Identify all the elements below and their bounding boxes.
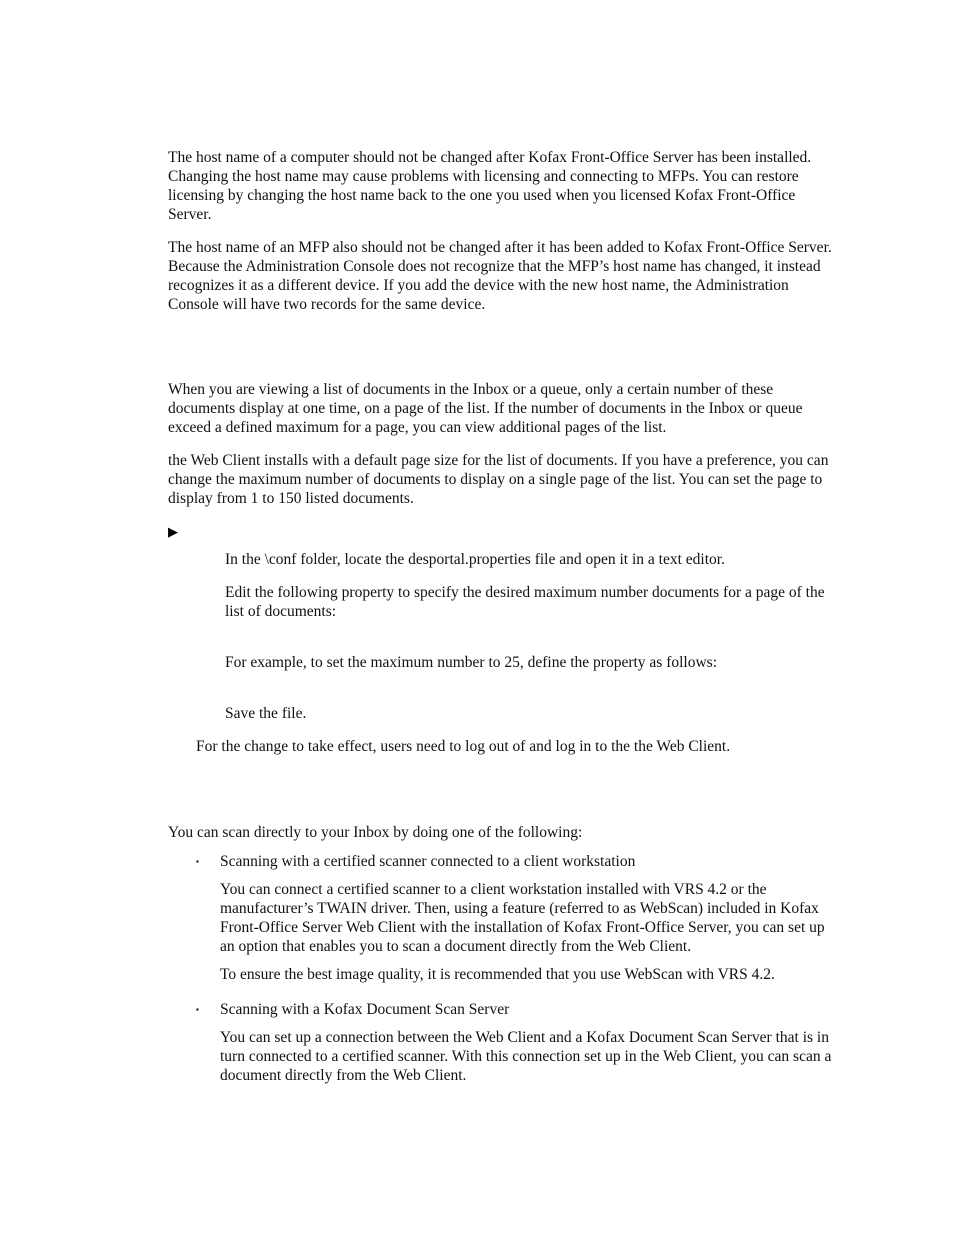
bullet-title-row (196, 1000, 842, 1019)
bullet-title-row (196, 852, 842, 871)
procedure-step-2: Edit the following property to specify the desired maximum number documents for a page of the list of documents: (225, 584, 825, 620)
para-hostname-mfp: The host name of an MFP also should not be changed after it has been added to Kofax Front-Office Server. Because the Administration Console does not recognize that the MFP’s host name has changed, it instead recognizes it as a different device. If you add the device with the new host name, the Administration Console will have two records for the same device. (168, 239, 832, 313)
procedure-step-4: Save the file. (225, 705, 307, 722)
scan-options-list (168, 852, 842, 1085)
procedure-marker (168, 522, 842, 541)
bullet-square-icon: ▪ (196, 1005, 199, 1014)
procedure-step-1: In the \conf folder, locate the desportal.properties file and open it in a text editor. (225, 551, 725, 568)
note-relogin: For the change to take effect, users need to log out of and log in to the the Web Client. (196, 738, 731, 755)
bullet-square-icon: ▪ (196, 857, 199, 866)
procedure-step-3: For example, to set the maximum number to 25, define the property as follows: (225, 654, 718, 671)
list-item (196, 852, 842, 984)
para-scan-intro: You can scan directly to your Inbox by doing one of the following: (168, 824, 583, 841)
bullet-body (220, 1028, 842, 1085)
para-hostname-computer: The host name of a computer should not be changed after Kofax Front-Office Server has been installed. Changing the host name may cause problems with licensing and connecting to MFPs. You can restore licensing by changing the host name back to the one you used when you licensed Kofax Front-Office Server. (168, 149, 812, 223)
para-document-list-paging: When you are viewing a list of documents in the Inbox or a queue, only a certain number of these documents display at one time, on a page of the list. If the number of documents in the Inbox or queue exceed a defined maximum for a page, you can view additional pages of the list. (168, 381, 803, 436)
bullet-paragraph: You can connect a certified scanner to a client workstation installed with VRS 4.2 or the manufacturer’s TWAIN driver. Then, using a feature (referred to as WebScan) included in Kofax Front-Office Server Web Client with the installation of Kofax Front-Office Server, you can set up an option that enables you to scan a document directly from the Web Client. (220, 881, 825, 955)
bullet-title: Scanning with a certified scanner connected to a client workstation (220, 853, 636, 870)
bullet-title: Scanning with a Kofax Document Scan Server (220, 1001, 510, 1018)
procedure-arrow-icon: ▶ (168, 524, 178, 539)
procedure-steps (168, 550, 842, 723)
bullet-paragraph: You can set up a connection between the Web Client and a Kofax Document Scan Server that is in turn connected to a certified scanner. With this connection set up in the Web Client, you can scan a document directly from the Web Client. (220, 1029, 832, 1084)
bullet-body (220, 880, 842, 984)
list-item (196, 1000, 842, 1085)
bullet-paragraph: To ensure the best image quality, it is recommended that you use WebScan with VRS 4.2. (220, 966, 775, 983)
para-page-size-default: the Web Client installs with a default page size for the list of documents. If you have a preference, you can change the maximum number of documents to display on a single page of the list. You can set the page to display from 1 to 150 listed documents. (168, 452, 829, 507)
